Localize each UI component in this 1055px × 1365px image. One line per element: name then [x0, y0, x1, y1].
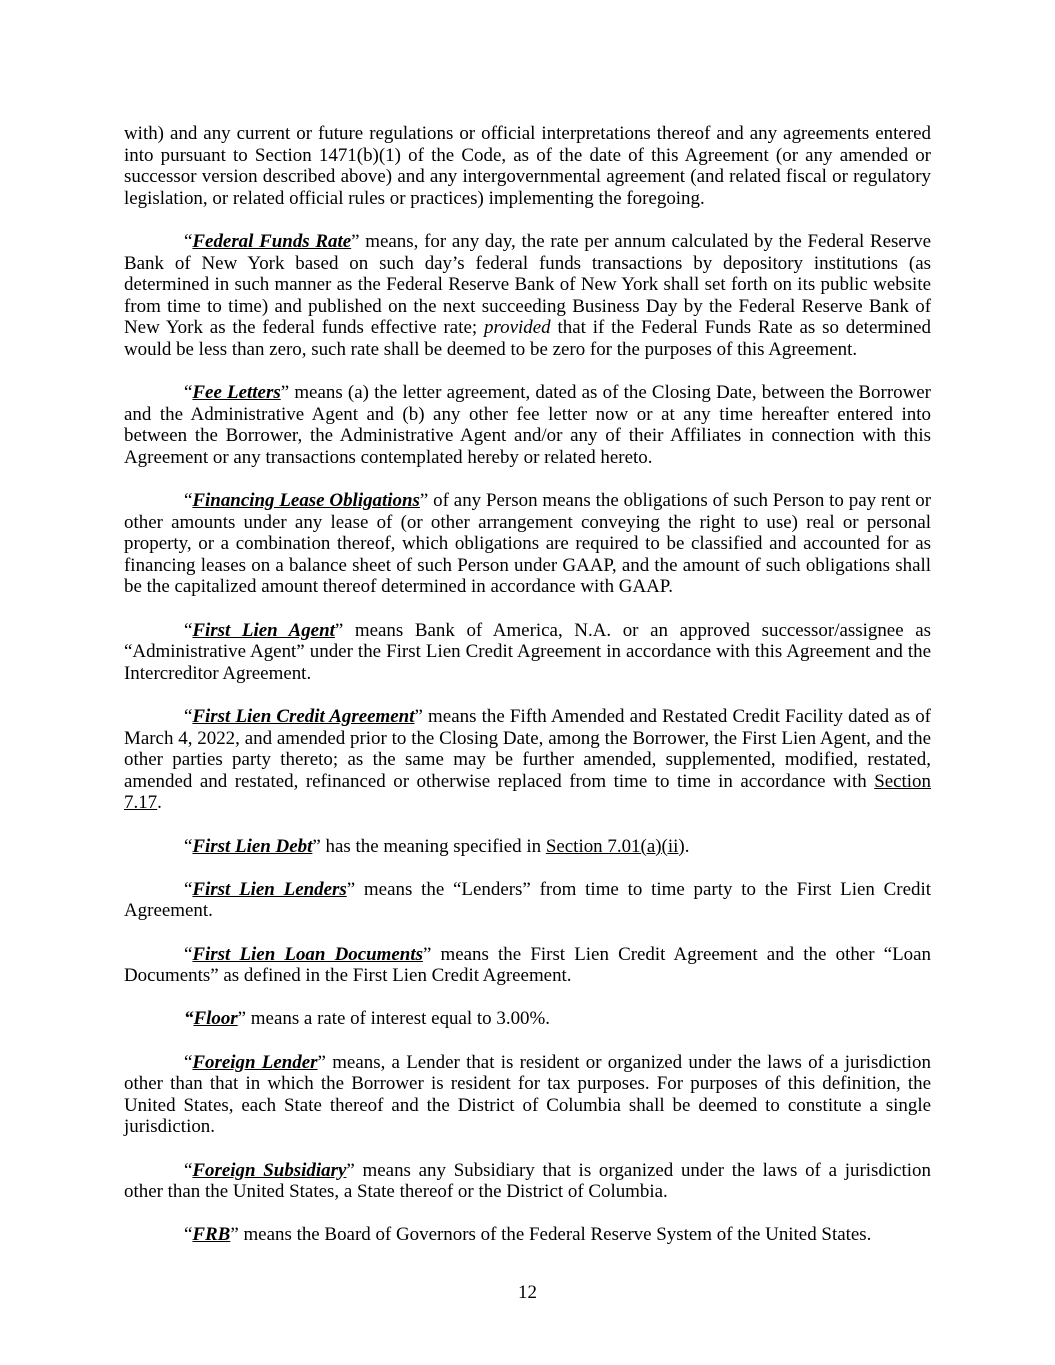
defined-term: Floor: [193, 1008, 238, 1030]
open-quote: “: [184, 943, 193, 965]
definition-federal-funds-rate: [124, 231, 931, 361]
definition-first-lien-agent: [124, 620, 931, 685]
definition-floor: [124, 1008, 931, 1030]
defined-term: Fee Letters: [192, 382, 281, 404]
defined-term: First Lien Lenders: [192, 878, 347, 900]
page-body: [124, 123, 931, 1267]
open-quote: “: [184, 706, 193, 728]
definition-text: .: [157, 792, 162, 814]
open-quote: “: [184, 490, 193, 512]
definition-first-lien-loan-documents: [124, 944, 931, 987]
definition-text: that if the Federal Funds Rate as so determined would be less than zero, such rate shall be deemed to be zero for the purposes of this Agreement.: [124, 317, 931, 360]
definition-foreign-subsidiary: [124, 1160, 931, 1203]
defined-term: First Lien Agent: [192, 619, 335, 641]
open-quote: “: [184, 619, 193, 641]
definition-frb: [124, 1224, 931, 1246]
definition-financing-lease-obligations: [124, 490, 931, 598]
proviso-word: provided: [483, 317, 551, 339]
open-quote: “: [184, 230, 193, 252]
defined-term: First Lien Loan Documents: [192, 943, 423, 965]
definition-first-lien-lenders: [124, 879, 931, 922]
section-reference: Section 7.01(a)(ii): [545, 835, 685, 857]
defined-term: First Lien Debt: [192, 835, 313, 857]
definition-first-lien-debt: [124, 836, 931, 858]
page-number: 12: [518, 1282, 537, 1303]
definition-text: ” means the “Lenders” from time to time party to the First Lien Credit Agreement.: [124, 878, 931, 922]
definition-text: .: [684, 835, 690, 857]
section-reference: Section 7.17: [124, 770, 931, 814]
open-quote: “: [184, 1224, 193, 1246]
definition-text: ” means a rate of interest equal to 3.00%.: [237, 1008, 551, 1030]
definition-text: ” means, a Lender that is resident or organized under the laws of a jurisdiction other than that in which the Borrower is resident for tax purposes. For purposes of this definition, the United States, each State thereof and the District of Columbia shall be deemed to constitute a single jurisdiction.: [124, 1051, 931, 1138]
defined-term: FRB: [192, 1224, 231, 1246]
defined-term: First Lien Credit Agreement: [192, 706, 415, 728]
paragraph-text: with) and any current or future regulations or official interpretations thereof and any agreements entered into pursuant to Section 1471(b)(1) of the Code, as of the date of this Agreement (or any amended or successor version described above) and any intergovernmental agreement (and related fiscal or regulatory legislation, or related official rules or practices) implementing the foregoing.: [124, 123, 931, 209]
definition-text: ” means the Fifth Amended and Restated Credit Facility dated as of March 4, 2022, and amended prior to the Closing Date, among the Borrower, the First Lien Agent, and the other parties party thereto; as the same may be further amended, supplemented, modified, restated, amended and restated, refinanced or otherwise replaced from time to time in accordance with: [124, 706, 931, 792]
definition-text: ” has the meaning specified in: [312, 835, 546, 857]
open-quote: “: [184, 1008, 194, 1030]
definition-text: ” of any Person means the obligations of such Person to pay rent or other amounts under any lease of (or other arrangement conveying the right to use) real or personal property, or a combination thereof, which obligations are required to be classified and accounted for as financing leases on a balance sheet of such Person under GAAP, and the amount of such obligations shall be the capitalized amount thereof determined in accordance with GAAP.: [124, 490, 932, 598]
definition-text: ” means any Subsidiary that is organized under the laws of a jurisdiction other than the United States, a State thereof or the District of Columbia.: [124, 1159, 931, 1203]
definition-first-lien-credit-agreement: [124, 706, 931, 814]
definition-text: ” means (a) the letter agreement, dated as of the Closing Date, between the Borrower and the Administrative Agent and (b) any other fee letter now or at any time hereafter entered into between the Borrower, the Administrative Agent and/or any of their Affiliates in connection with this Agreement or any transactions contemplated hereby or related hereto.: [124, 382, 931, 468]
open-quote: “: [184, 878, 193, 900]
defined-term: Financing Lease Obligations: [192, 490, 420, 512]
open-quote: “: [184, 1051, 193, 1073]
defined-term: Foreign Subsidiary: [192, 1159, 347, 1181]
open-quote: “: [184, 382, 193, 404]
definition-text: ” means the Board of Governors of the Federal Reserve System of the United States.: [230, 1224, 872, 1246]
open-quote: “: [184, 835, 193, 857]
definition-fee-letters: [124, 382, 931, 468]
defined-term: Foreign Lender: [192, 1051, 318, 1073]
open-quote: “: [184, 1159, 193, 1181]
definition-foreign-lender: [124, 1052, 931, 1138]
defined-term: Federal Funds Rate: [192, 230, 352, 252]
definition-text: ” means Bank of America, N.A. or an approved successor/assignee as “Administrative Agent” under the First Lien Credit Agreement in accordance with this Agreement and the Intercreditor Agreement.: [124, 619, 931, 684]
definition-text: ” means, for any day, the rate per annum calculated by the Federal Reserve Bank of New York based on such day’s federal funds transactions by depository institutions (as determined in such manner as the Federal Reserve Bank of New York shall set forth on its public website from time to time) and published on the next succeeding Business Day by the Federal Reserve Bank of New York as the federal funds effective rate;: [124, 230, 932, 339]
definition-text: ” means the First Lien Credit Agreement and the other “Loan Documents” as defined in the First Lien Credit Agreement.: [124, 943, 931, 987]
continuation-paragraph: [124, 123, 931, 209]
